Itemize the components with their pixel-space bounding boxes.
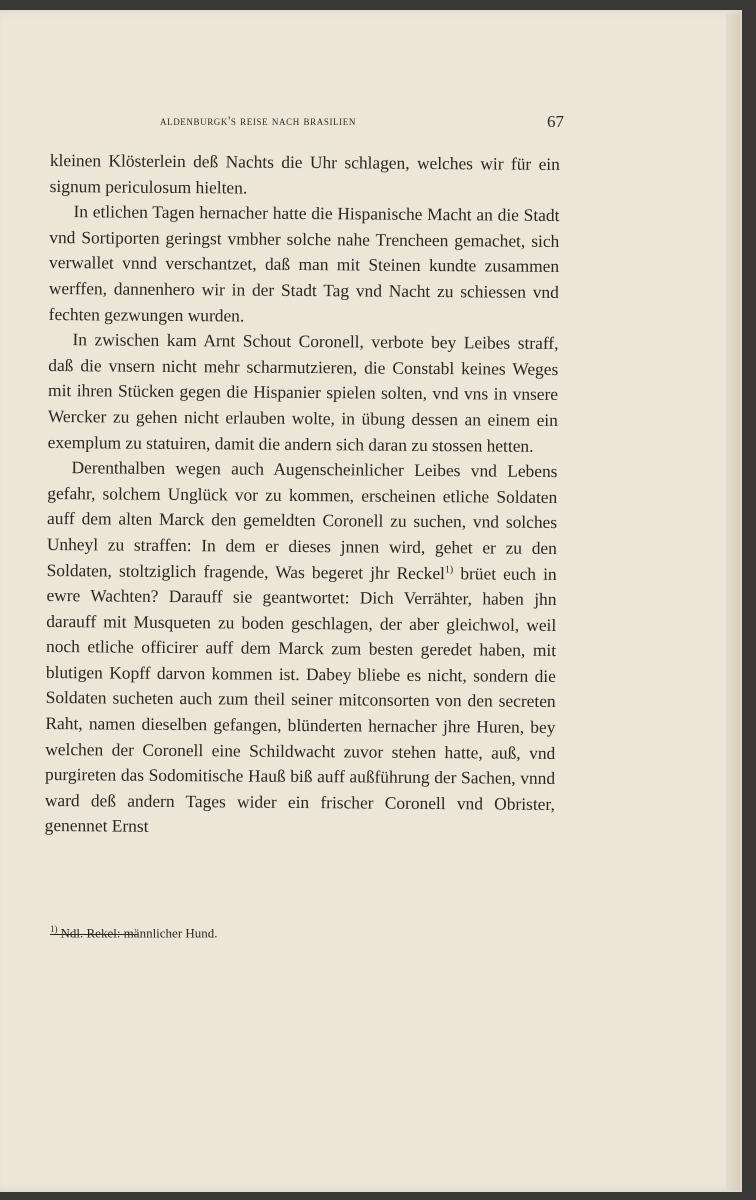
paragraph-4 bbox=[45, 455, 558, 843]
footnote bbox=[50, 924, 450, 941]
footnote-reference: 1) bbox=[444, 563, 454, 575]
paragraph-3: In zwischen kam Arnt Schout Coronell, verbote bey Leibes straff, daß die vnsern nicht mehr scharmutzieren, die Constabl keines Weges mit ihren Stücken gegen die Hispanier spielen solten, vnd vns in vnsere Wercker zu gehen nicht erlauben wolte, in übung dessen an einem ein exemplum zu statuiren, damit die andern sich daran zu stossen hetten. bbox=[47, 329, 559, 456]
paragraph-4-part-2: brüet euch in ewre Wachten? Darauff sie geantwortet: Dich Verrähter, haben jhn darauff mit Musqueten zu boden geschlagen, der aber gleichwol, weil noch etliche officirer auff dem Marck zum besten geredet haben, mit blutigen Kopff darvon kommen ist. Dabey bliebe es nicht, sondern die Soldaten sucheten auch zum theil seiner mitconsorten von den secreten Raht, namen dieselben gefangen, blünderten hernacher jhre Huren, bey welchen der Coronell eine Schildwacht zuvor stehen hatte, auß, vnd purgireten das Sodomitische Hauß biß auff außführung der Sachen, vnnd ward deß andern Tages wider ein frischer Coronell vnd Obrister, genennet Ernst bbox=[44, 562, 557, 837]
page-number: 67 bbox=[547, 112, 564, 131]
paragraph-1: kleinen Klösterlein deß Nachts die Uhr schlagen, welches wir für ein signum periculosum hielten. bbox=[49, 149, 560, 198]
running-title: aldenburgk's reise nach brasilien bbox=[160, 114, 356, 128]
footnote-mark: 1) bbox=[50, 924, 58, 934]
paragraph-4-part-1: Derenthalben wegen auch Augenscheinlicher Leibes vnd Lebens gefahr, solchem Unglück vor zu kommen, erscheinen etliche Soldaten auff dem alten Marck den gemeldten Coronell zu suchen, vnd solches Unheyl zu straffen: In dem er dieses jnnen wird, gehet er zu den Soldaten, stoltziglich fragende, Was begeret jhr Reckel bbox=[46, 457, 558, 583]
page-edge bbox=[726, 14, 740, 1190]
paragraph-2: In etlichen Tagen hernacher hatte die Hispanische Macht an die Stadt vnd Sortiporten geringst vmbher solche nahe Trencheen gemachet, sich verwallet vnnd verschantzet, daß man mit Steinen kundte zusammen werffen, dannenhero wir in der Stadt Tag vnd Nacht zu schiessen vnd fechten gezwungen wurden. bbox=[48, 201, 560, 326]
footnote-text: Ndl. Rekel: männlicher Hund. bbox=[60, 925, 218, 941]
page-header bbox=[160, 114, 564, 136]
body-text bbox=[45, 148, 560, 843]
